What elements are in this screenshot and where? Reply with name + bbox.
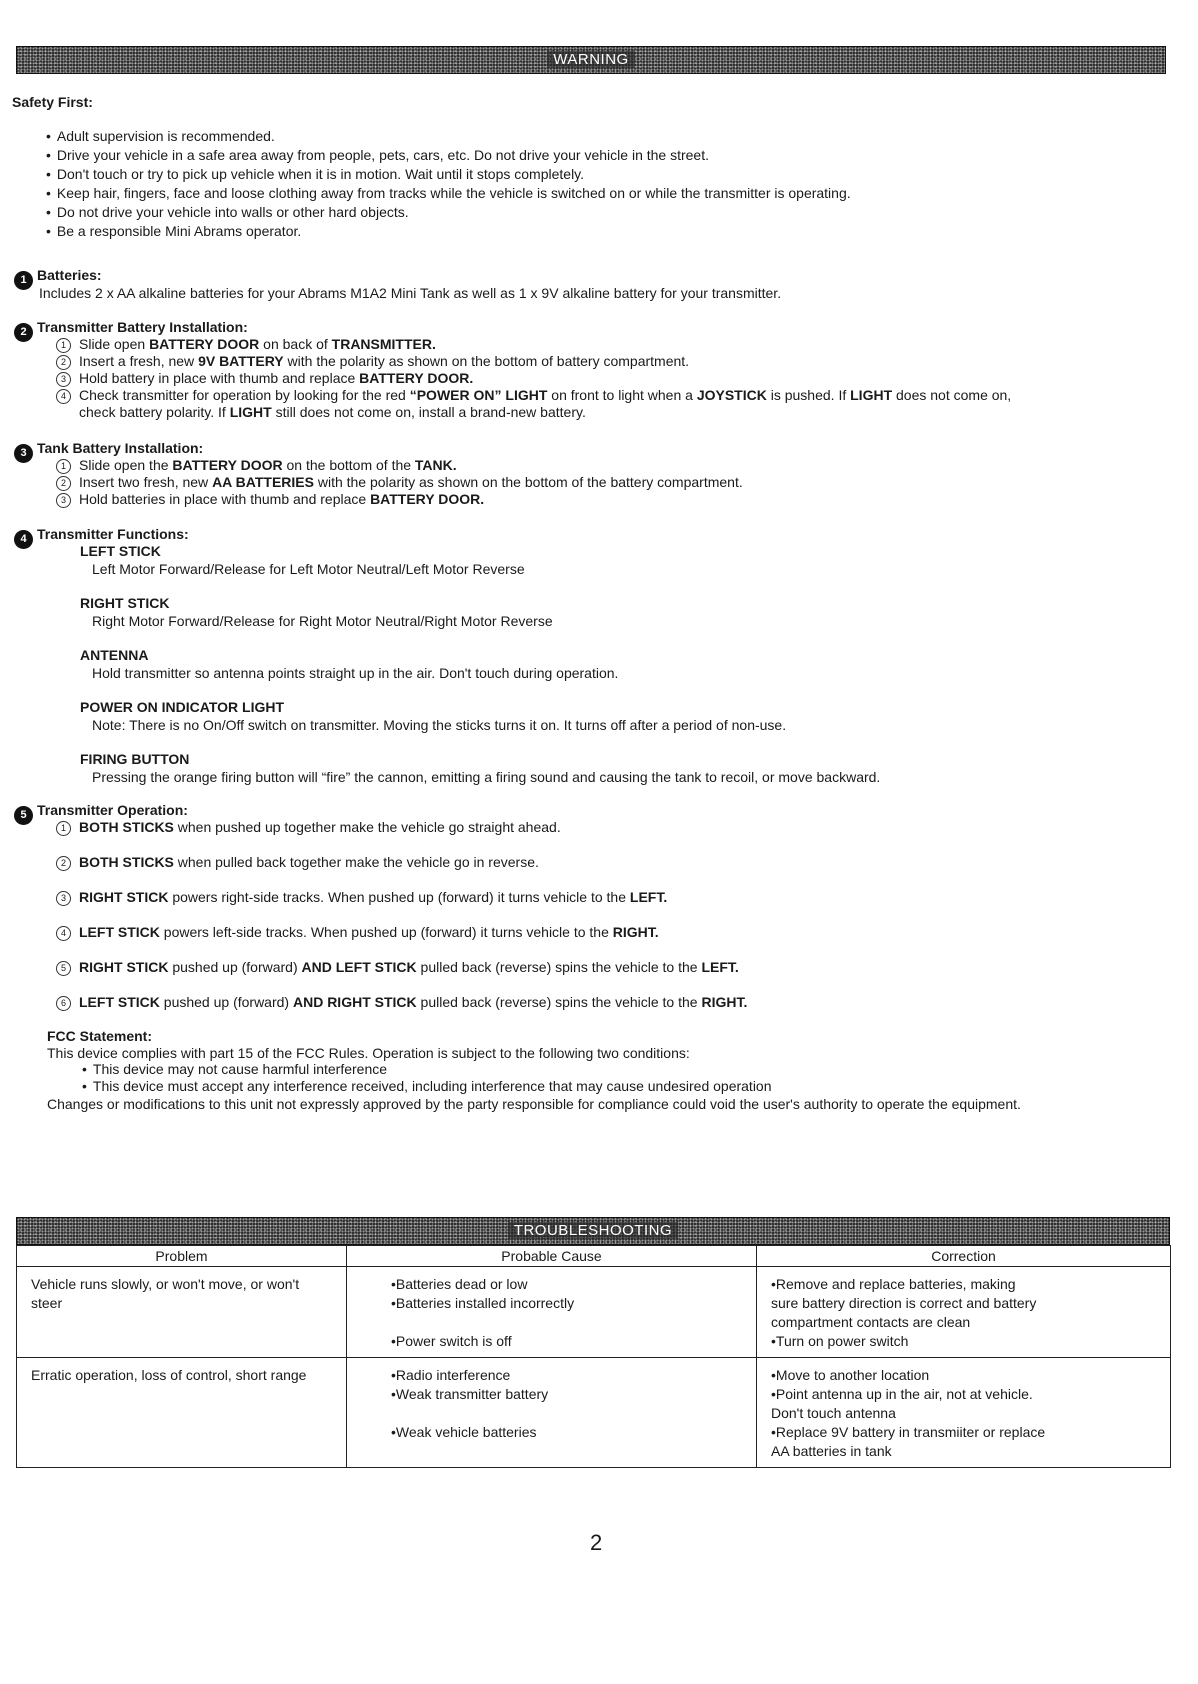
cause-cell <box>347 1358 757 1468</box>
operation-step: 3 RIGHT STICK powers right-side tracks. When pushed up (forward) it turns vehicle to the LEFT. <box>56 888 667 906</box>
tank-install-step: 1 Slide open the BATTERY DOOR on the bottom of the TANK. <box>56 456 457 474</box>
page-number: 2 <box>590 1530 603 1555</box>
section-number-badge: 1 <box>14 271 33 290</box>
warning-header-label: WARNING <box>547 51 634 68</box>
transmitter-install-step: 4 Check transmitter for operation by looking for the red “POWER ON” LIGHT on front to light when a JOYSTICK is pushed. If LIGHT does not come on, <box>56 386 1011 404</box>
step-number: 3 <box>56 372 71 387</box>
fcc-title: FCC Statement: <box>47 1028 153 1044</box>
safety-item: • Don't touch or try to pick up vehicle when it is in motion. Wait until it stops completely. <box>46 165 851 184</box>
safety-item: • Be a responsible Mini Abrams operator. <box>46 222 851 241</box>
safety-list <box>46 127 851 241</box>
troubleshooting-section <box>16 1217 1170 1468</box>
table-row <box>17 1358 1171 1468</box>
batteries-title: Batteries: <box>37 267 102 283</box>
transmitter-install-step: 3 Hold battery in place with thumb and replace BATTERY DOOR. <box>56 369 473 387</box>
correction-item-continued: sure battery direction is correct and battery <box>771 1295 1037 1311</box>
correction-item: • Move to another location <box>771 1366 1156 1385</box>
cause-item: • Power switch is off <box>391 1332 742 1351</box>
cause-cell <box>347 1267 757 1358</box>
operation-step: 6 LEFT STICK pushed up (forward) AND RIGHT STICK pulled back (reverse) spins the vehicle to the RIGHT. <box>56 993 747 1011</box>
function-name: FIRING BUTTON <box>80 751 190 767</box>
problem-cell: Erratic operation, loss of control, short range <box>17 1358 347 1468</box>
operation-title: Transmitter Operation: <box>37 802 188 818</box>
correction-item-continued: compartment contacts are clean <box>771 1314 971 1330</box>
step-number: 4 <box>56 926 71 941</box>
cause-item: • Weak vehicle batteries <box>391 1423 742 1442</box>
function-desc: Left Motor Forward/Release for Left Motor Neutral/Left Motor Reverse <box>92 561 525 577</box>
column-header-correction: Correction <box>757 1246 1171 1267</box>
cause-item: • Weak transmitter battery <box>391 1385 742 1404</box>
step-number: 1 <box>56 459 71 474</box>
section-number-badge: 2 <box>14 323 33 342</box>
problem-cell: Vehicle runs slowly, or won't move, or won't steer <box>17 1267 347 1358</box>
cause-item: • Batteries installed incorrectly <box>391 1294 742 1313</box>
section-number-badge: 4 <box>14 530 33 549</box>
troubleshooting-table <box>16 1245 1171 1468</box>
correction-item-continued: Don't touch antenna <box>771 1405 896 1421</box>
section-number-badge: 5 <box>14 806 33 825</box>
safety-item: • Keep hair, fingers, face and loose clothing away from tracks while the vehicle is switched on or while the transmitter is operating. <box>46 184 851 203</box>
function-name: LEFT STICK <box>80 543 161 559</box>
cause-item: • Radio interference <box>391 1366 742 1385</box>
section-number-badge: 3 <box>14 444 33 463</box>
step-number: 1 <box>56 338 71 353</box>
tank-install-step: 3 Hold batteries in place with thumb and replace BATTERY DOOR. <box>56 490 484 508</box>
fcc-condition: • This device must accept any interference received, including interference that may cause undesired operation <box>82 1078 772 1095</box>
table-row <box>17 1267 1171 1358</box>
troubleshooting-header <box>16 1217 1170 1245</box>
step-number: 6 <box>56 996 71 1011</box>
function-name: RIGHT STICK <box>80 595 170 611</box>
safety-item: • Drive your vehicle in a safe area away from people, pets, cars, etc. Do not drive your vehicle in the street. <box>46 146 851 165</box>
correction-item: • Turn on power switch <box>771 1332 1156 1351</box>
function-desc: Note: There is no On/Off switch on transmitter. Moving the sticks turns it on. It turns off after a period of non-use. <box>92 717 787 733</box>
troubleshooting-header-label: TROUBLESHOOTING <box>508 1222 678 1239</box>
column-header-cause: Probable Cause <box>347 1246 757 1267</box>
step-number: 2 <box>56 355 71 370</box>
correction-item-continued: AA batteries in tank <box>771 1443 892 1459</box>
correction-item: • Point antenna up in the air, not at vehicle. <box>771 1385 1156 1404</box>
tank-install-step: 2 Insert two fresh, new AA BATTERIES with the polarity as shown on the bottom of the battery compartment. <box>56 473 743 491</box>
warning-header <box>16 46 1166 74</box>
operation-step: 2 BOTH STICKS when pulled back together make the vehicle go in reverse. <box>56 853 539 871</box>
function-desc: Right Motor Forward/Release for Right Motor Neutral/Right Motor Reverse <box>92 613 553 629</box>
step-number: 4 <box>56 389 71 404</box>
safety-title: Safety First: <box>12 94 93 110</box>
batteries-text: Includes 2 x AA alkaline batteries for your Abrams M1A2 Mini Tank as well as 1 x 9V alkaline battery for your transmitter. <box>39 285 782 301</box>
transmitter-install-step: 2 Insert a fresh, new 9V BATTERY with the polarity as shown on the bottom of battery compartment. <box>56 352 689 370</box>
fcc-intro: This device complies with part 15 of the FCC Rules. Operation is subject to the following two conditions: <box>47 1045 690 1061</box>
correction-cell <box>757 1267 1171 1358</box>
operation-step: 4 LEFT STICK powers left-side tracks. When pushed up (forward) it turns vehicle to the RIGHT. <box>56 923 659 941</box>
column-header-problem: Problem <box>17 1246 347 1267</box>
step-number: 5 <box>56 961 71 976</box>
correction-item: • Remove and replace batteries, making <box>771 1275 1156 1294</box>
correction-cell <box>757 1358 1171 1468</box>
safety-item: • Adult supervision is recommended. <box>46 127 851 146</box>
operation-step: 1 BOTH STICKS when pushed up together make the vehicle go straight ahead. <box>56 818 561 836</box>
step-number: 3 <box>56 891 71 906</box>
fcc-outro: Changes or modifications to this unit not expressly approved by the party responsible for compliance could void the user's authority to operate the equipment. <box>47 1096 1021 1112</box>
transmitter-install-step: 1 Slide open BATTERY DOOR on back of TRANSMITTER. <box>56 335 436 353</box>
table-header-row <box>17 1246 1171 1267</box>
fcc-conditions <box>82 1061 772 1095</box>
fcc-condition: • This device may not cause harmful interference <box>82 1061 772 1078</box>
correction-item: • Replace 9V battery in transmiiter or replace <box>771 1423 1156 1442</box>
function-name: POWER ON INDICATOR LIGHT <box>80 699 285 715</box>
cause-item: • Batteries dead or low <box>391 1275 742 1294</box>
function-desc: Hold transmitter so antenna points straight up in the air. Don't touch during operation. <box>92 665 619 681</box>
transmitter-install-step-continued: check battery polarity. If LIGHT still does not come on, install a brand-new battery. <box>79 404 586 420</box>
step-number: 3 <box>56 493 71 508</box>
transmitter-install-title: Transmitter Battery Installation: <box>37 319 248 335</box>
step-number: 2 <box>56 476 71 491</box>
tank-install-title: Tank Battery Installation: <box>37 440 204 456</box>
step-number: 2 <box>56 856 71 871</box>
functions-title: Transmitter Functions: <box>37 526 189 542</box>
safety-item: • Do not drive your vehicle into walls or other hard objects. <box>46 203 851 222</box>
operation-step: 5 RIGHT STICK pushed up (forward) AND LEFT STICK pulled back (reverse) spins the vehicle to the LEFT. <box>56 958 739 976</box>
function-desc: Pressing the orange firing button will “fire” the cannon, emitting a firing sound and causing the tank to recoil, or move backward. <box>92 769 881 785</box>
step-number: 1 <box>56 821 71 836</box>
function-name: ANTENNA <box>80 647 149 663</box>
